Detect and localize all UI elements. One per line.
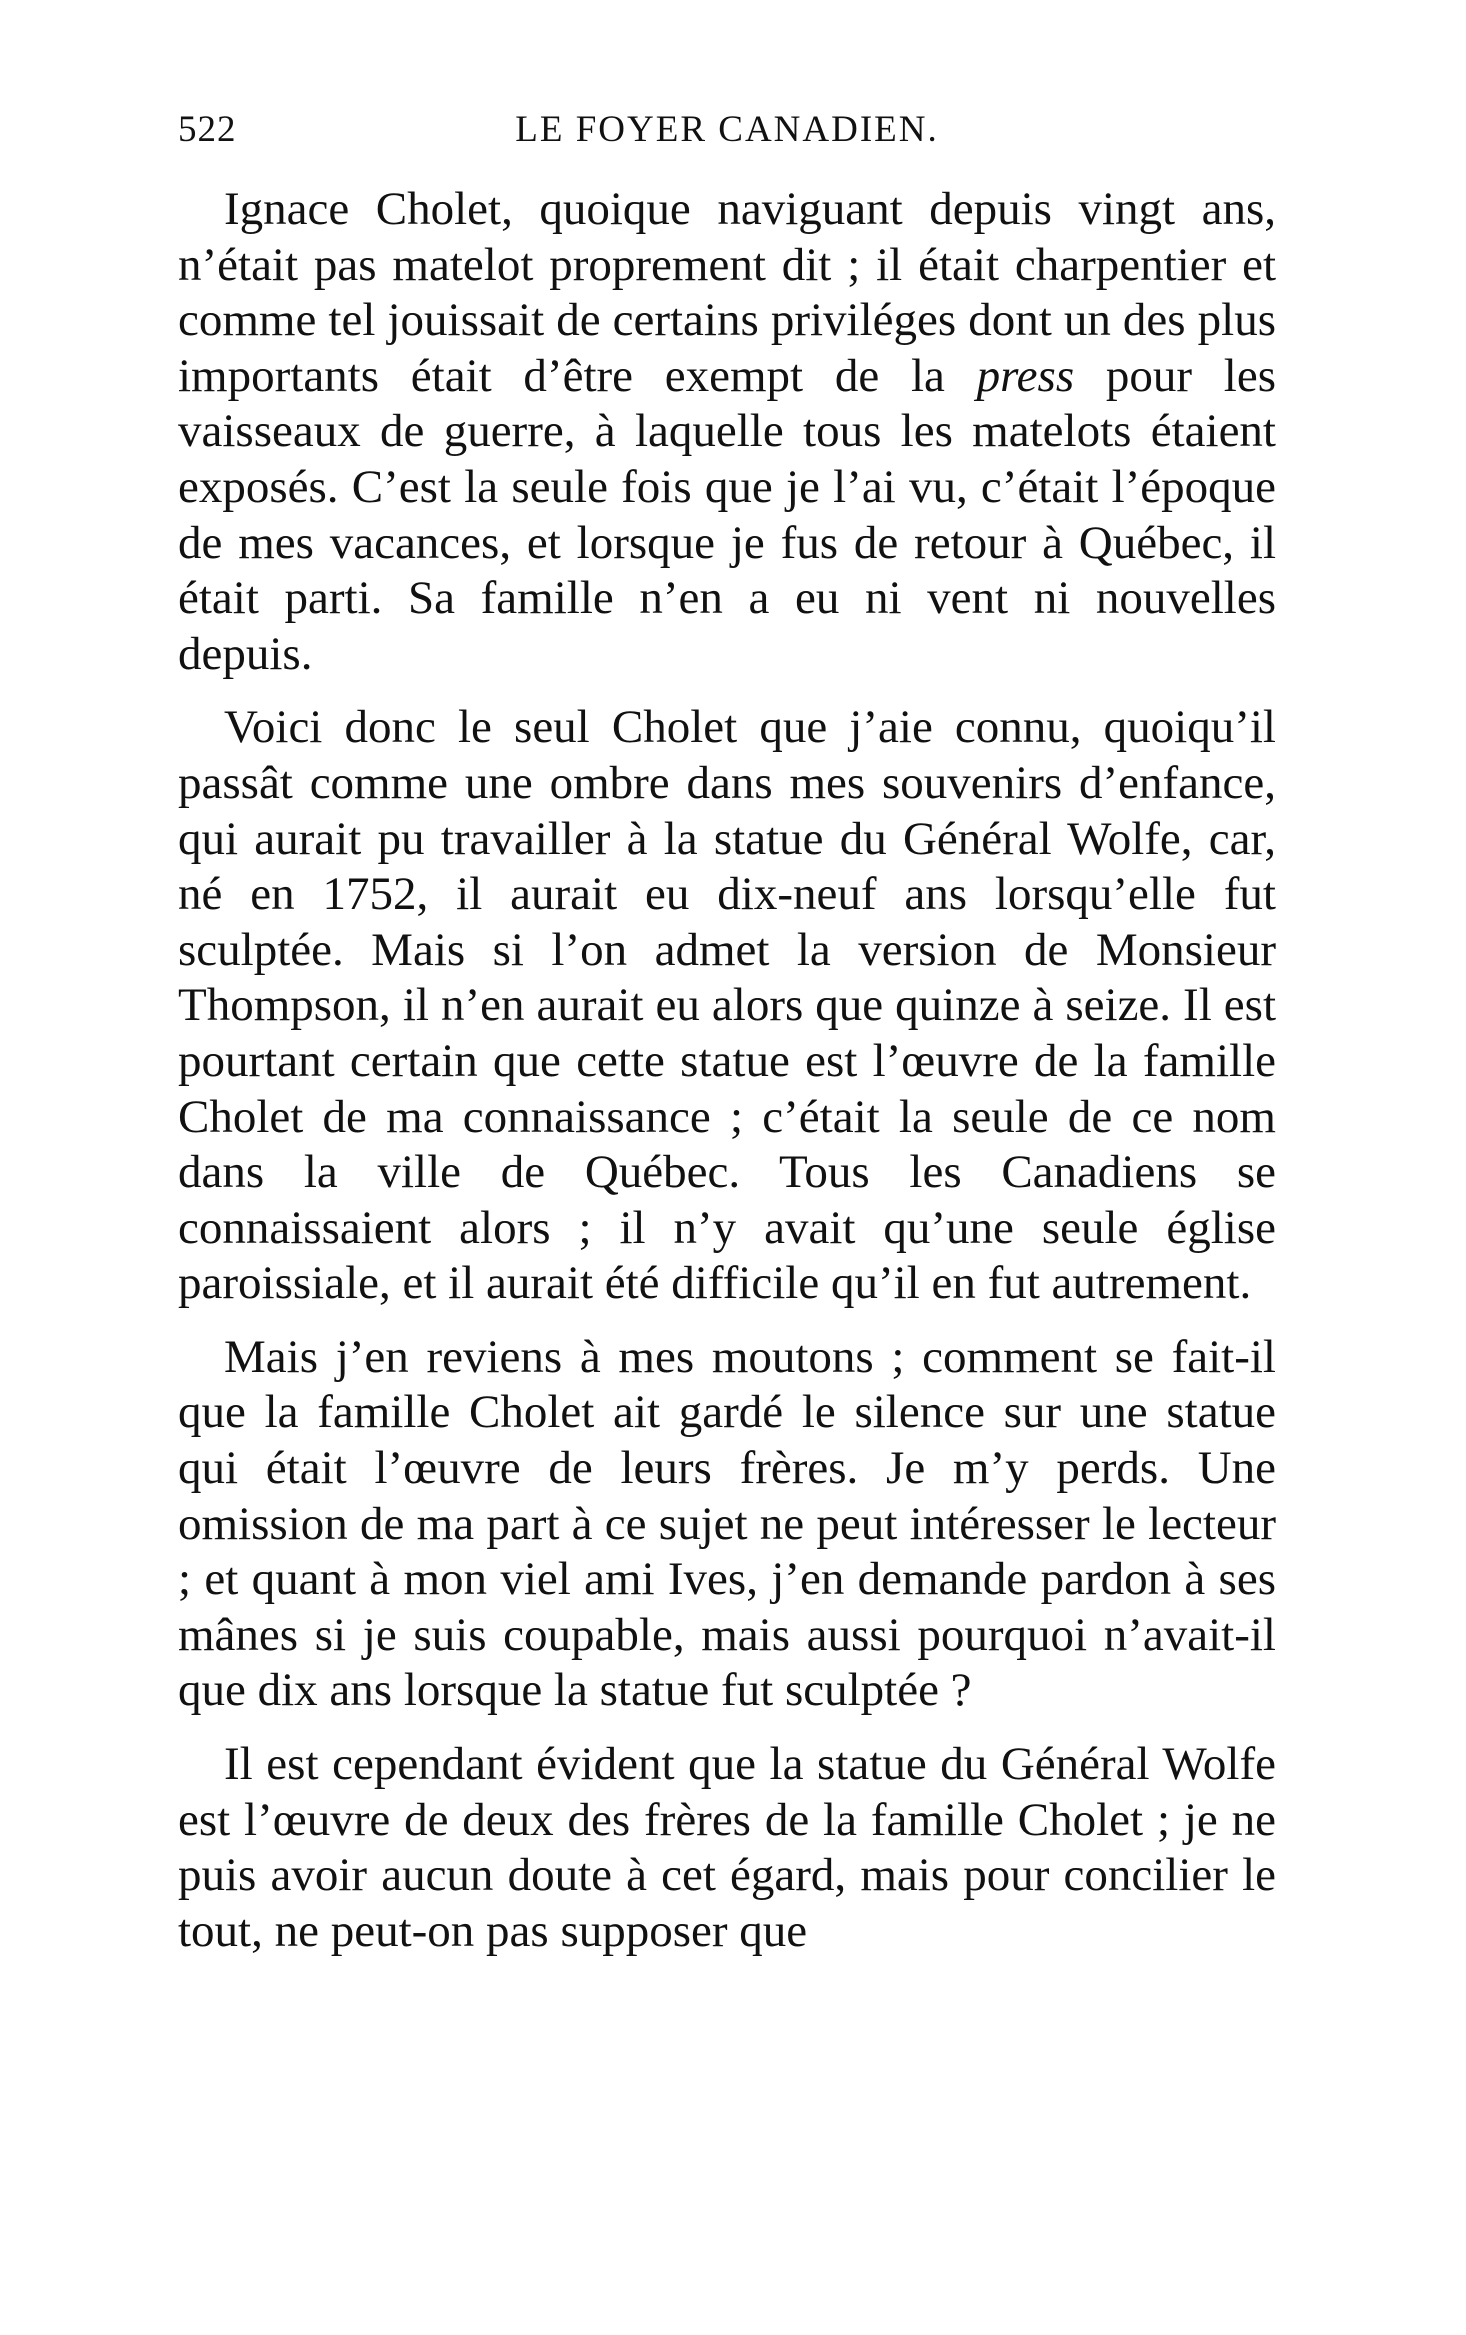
paragraph: Mais j’en reviens à mes moutons ; comment se fait-il que la famille Cholet ait gardé le silence sur une statue qui était l’œuvre de leurs frères. Je m’y perds. Une omission de ma part à ce sujet ne peut intéresser le lecteur ; et quant à mon viel ami Ives, j’en demande pardon à ses mânes si je suis coupable, mais aussi pourquoi n’avait-il que dix ans lorsque la statue fut sculptée ? — [178, 1330, 1276, 1717]
page-number: 522 — [178, 109, 237, 150]
body-text — [178, 182, 1276, 1959]
italic-term: press — [976, 349, 1075, 402]
paragraph: Il est cependant évident que la statue du Général Wolfe est l’œuvre de deux des frères de la famille Cholet ; je ne puis avoir aucun doute à cet égard, mais pour concilier le tout, ne peut-on pas supposer que — [178, 1738, 1276, 1957]
paragraph-text: pour les vaisseaux de guerre, à laquelle tous les matelots étaient exposés. C’est la seule fois que je l’ai vu, c’était l’époque de mes vacances, et lorsque je fus de retour à Québec, il était parti. Sa famille n’en a eu ni vent ni nouvelles depuis. — [178, 349, 1276, 680]
paragraph: Voici donc le seul Cholet que j’aie connu, quoiqu’il passât comme une ombre dans mes souvenirs d’enfance, qui aurait pu travailler à la statue du Général Wolfe, car, né en 1752, il aurait eu dix-neuf ans lorsqu’elle fut sculptée. Mais si l’on admet la version de Monsieur Thompson, il n’en aurait eu alors que quinze à seize. Il est pourtant certain que cette statue est l’œuvre de la famille Cholet de ma connaissance ; c’était la seule de ce nom dans la ville de Québec. Tous les Canadiens se connaissaient alors ; il n’y avait qu’une seule église paroissiale, et il aurait été difficile qu’il en fut autrement. — [178, 701, 1276, 1310]
paragraph-text: Ignace Cholet, quoique naviguant depuis vingt ans, n’était pas matelot proprement dit ; il était charpentier et comme tel jouissait de certains priviléges dont un des plus importants était d’être exempt de la — [178, 183, 1276, 402]
paragraph — [178, 182, 1276, 682]
running-head — [178, 100, 1276, 160]
running-title: LE FOYER CANADIEN. — [515, 109, 939, 150]
book-page — [178, 100, 1276, 1977]
